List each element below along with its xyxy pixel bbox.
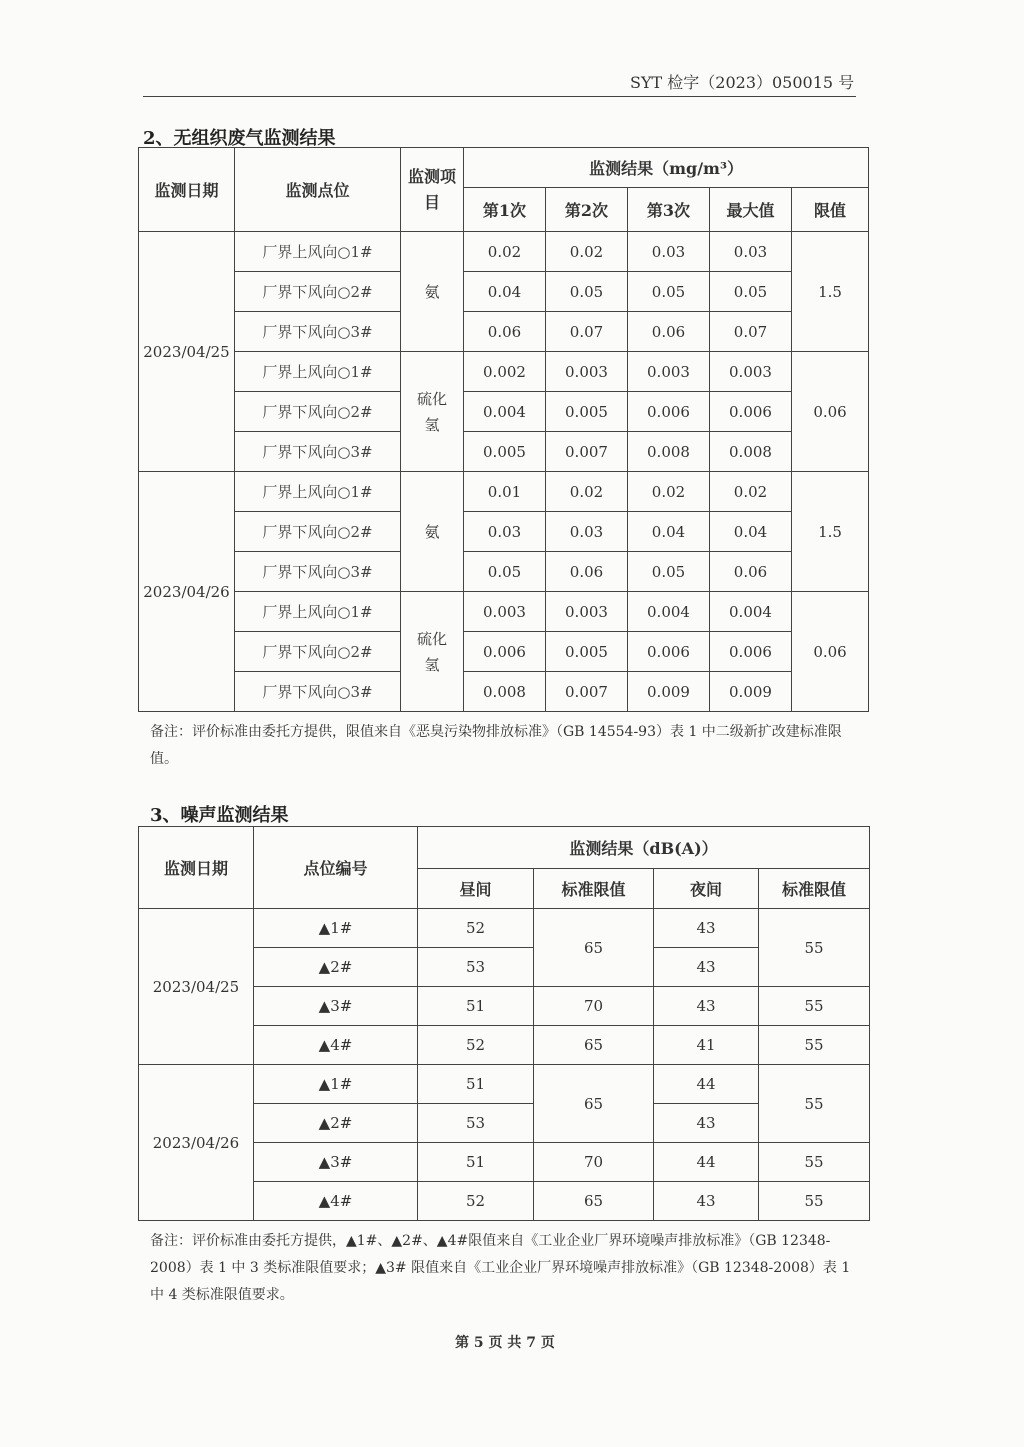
noise-header-day: 昼间 (418, 869, 534, 909)
value-cell: 0.005 (546, 392, 628, 432)
day-cell: 53 (418, 1104, 534, 1143)
day-limit-cell: 65 (534, 1026, 654, 1065)
site-cell: 厂界下风向○2# (235, 512, 401, 552)
table-row (139, 909, 870, 948)
noise-header-point: 点位编号 (254, 827, 418, 909)
date-cell: 2023/04/26 (139, 472, 235, 712)
item-cell: 硫化氢 (401, 352, 464, 472)
night-limit-cell: 55 (759, 1182, 870, 1221)
value-cell: 0.02 (710, 472, 792, 512)
value-cell: 0.02 (464, 232, 546, 272)
section2-note: 备注：评价标准由委托方提供，限值来自《恶臭污染物排放标准》（GB 14554-93）表 1 中二级新扩改建标准限值。 (150, 724, 842, 767)
site-cell: 厂界下风向○3# (235, 552, 401, 592)
table-row (139, 232, 869, 272)
value-cell: 0.006 (628, 392, 710, 432)
value-cell: 0.006 (628, 632, 710, 672)
table-row (139, 672, 869, 712)
value-cell: 0.02 (546, 232, 628, 272)
site-cell: 厂界上风向○1# (235, 232, 401, 272)
value-cell: 0.07 (710, 312, 792, 352)
value-cell: 0.003 (628, 352, 710, 392)
site-cell: 厂界下风向○3# (235, 312, 401, 352)
limit-cell: 0.06 (792, 352, 869, 472)
table-row (139, 272, 869, 312)
table-row (139, 592, 869, 632)
date-cell: 2023/04/26 (139, 1065, 254, 1221)
night-limit-cell: 55 (759, 1065, 870, 1143)
value-cell: 0.003 (546, 592, 628, 632)
value-cell: 0.009 (710, 672, 792, 712)
value-cell: 0.03 (546, 512, 628, 552)
report-code: SYT 检字（2023）050015 号 (630, 73, 855, 92)
table-row (139, 1065, 870, 1104)
noise-header-day-limit: 标准限值 (534, 869, 654, 909)
header-max: 最大值 (710, 188, 792, 232)
table-row (139, 552, 869, 592)
site-cell: 厂界上风向○1# (235, 352, 401, 392)
value-cell: 0.06 (628, 312, 710, 352)
night-cell: 43 (654, 987, 759, 1026)
noise-header-date: 监测日期 (139, 827, 254, 909)
night-cell: 43 (654, 1182, 759, 1221)
header-item: 监测项目 (401, 148, 464, 232)
night-limit-cell: 55 (759, 1143, 870, 1182)
date-cell: 2023/04/25 (139, 232, 235, 472)
value-cell: 0.003 (546, 352, 628, 392)
day-limit-cell: 65 (534, 909, 654, 987)
value-cell: 0.02 (546, 472, 628, 512)
value-cell: 0.03 (710, 232, 792, 272)
value-cell: 0.007 (546, 432, 628, 472)
waste-gas-table (138, 147, 869, 712)
value-cell: 0.006 (710, 632, 792, 672)
night-limit-cell: 55 (759, 1026, 870, 1065)
table-row (139, 392, 869, 432)
value-cell: 0.05 (710, 272, 792, 312)
day-cell: 52 (418, 1182, 534, 1221)
value-cell: 0.04 (628, 512, 710, 552)
header-r1: 第1次 (464, 188, 546, 232)
table-row (139, 352, 869, 392)
value-cell: 0.05 (628, 272, 710, 312)
value-cell: 0.008 (710, 432, 792, 472)
point-cell: ▲1# (254, 1065, 418, 1104)
item-cell: 氨 (401, 232, 464, 352)
night-cell: 43 (654, 1104, 759, 1143)
value-cell: 0.02 (628, 472, 710, 512)
point-cell: ▲1# (254, 909, 418, 948)
site-cell: 厂界下风向○2# (235, 392, 401, 432)
value-cell: 0.003 (464, 592, 546, 632)
point-cell: ▲3# (254, 987, 418, 1026)
point-cell: ▲3# (254, 1143, 418, 1182)
point-cell: ▲4# (254, 1026, 418, 1065)
noise-header-night-limit: 标准限值 (759, 869, 870, 909)
noise-table (138, 826, 870, 1221)
header-r2: 第2次 (546, 188, 628, 232)
value-cell: 0.002 (464, 352, 546, 392)
site-cell: 厂界下风向○3# (235, 672, 401, 712)
day-cell: 51 (418, 987, 534, 1026)
night-cell: 43 (654, 948, 759, 987)
header-site: 监测点位 (235, 148, 401, 232)
page-number: 第 5 页 共 7 页 (455, 1335, 555, 1351)
site-cell: 厂界下风向○3# (235, 432, 401, 472)
section2-title: 2、无组织废气监测结果 (143, 128, 336, 149)
value-cell: 0.04 (710, 512, 792, 552)
value-cell: 0.005 (546, 632, 628, 672)
value-cell: 0.05 (546, 272, 628, 312)
date-cell: 2023/04/25 (139, 909, 254, 1065)
point-cell: ▲2# (254, 948, 418, 987)
value-cell: 0.01 (464, 472, 546, 512)
day-cell: 51 (418, 1065, 534, 1104)
value-cell: 0.07 (546, 312, 628, 352)
value-cell: 0.003 (710, 352, 792, 392)
stamp-mark (1000, 570, 1024, 770)
value-cell: 0.004 (710, 592, 792, 632)
noise-header-night: 夜间 (654, 869, 759, 909)
night-limit-cell: 55 (759, 987, 870, 1026)
table-row (139, 432, 869, 472)
day-cell: 52 (418, 1026, 534, 1065)
limit-cell: 1.5 (792, 232, 869, 352)
section3-note: 备注：评价标准由委托方提供，▲1#、▲2#、▲4#限值来自《工业企业厂界环境噪声排放标准》（GB 12348-2008）表 1 中 3 类标准限值要求；▲3# 限值来自《工业企业厂界环境噪声排放标准》（GB 12348-2008）表 1 中 4 类标准限值要求。 (150, 1233, 851, 1303)
night-cell: 44 (654, 1143, 759, 1182)
value-cell: 0.004 (464, 392, 546, 432)
item-cell: 硫化氢 (401, 592, 464, 712)
night-cell: 43 (654, 909, 759, 948)
value-cell: 0.008 (628, 432, 710, 472)
value-cell: 0.006 (710, 392, 792, 432)
value-cell: 0.007 (546, 672, 628, 712)
header-divider (143, 96, 856, 97)
value-cell: 0.006 (464, 632, 546, 672)
day-cell: 51 (418, 1143, 534, 1182)
header-results: 监测结果（mg/m³） (464, 148, 869, 188)
night-cell: 41 (654, 1026, 759, 1065)
header-r3: 第3次 (628, 188, 710, 232)
item-cell: 氨 (401, 472, 464, 592)
limit-cell: 0.06 (792, 592, 869, 712)
noise-header-results: 监测结果（dB(A)） (418, 827, 870, 869)
day-cell: 52 (418, 909, 534, 948)
table-row (139, 512, 869, 552)
day-limit-cell: 65 (534, 1182, 654, 1221)
point-cell: ▲4# (254, 1182, 418, 1221)
table-row (139, 312, 869, 352)
site-cell: 厂界下风向○2# (235, 632, 401, 672)
table-row (139, 472, 869, 512)
day-limit-cell: 65 (534, 1065, 654, 1143)
site-cell: 厂界下风向○2# (235, 272, 401, 312)
day-limit-cell: 70 (534, 1143, 654, 1182)
value-cell: 0.009 (628, 672, 710, 712)
day-cell: 53 (418, 948, 534, 987)
point-cell: ▲2# (254, 1104, 418, 1143)
value-cell: 0.06 (710, 552, 792, 592)
value-cell: 0.05 (628, 552, 710, 592)
value-cell: 0.05 (464, 552, 546, 592)
value-cell: 0.06 (464, 312, 546, 352)
header-limit: 限值 (792, 188, 869, 232)
night-cell: 44 (654, 1065, 759, 1104)
table-row (139, 632, 869, 672)
value-cell: 0.03 (628, 232, 710, 272)
value-cell: 0.004 (628, 592, 710, 632)
limit-cell: 1.5 (792, 472, 869, 592)
value-cell: 0.03 (464, 512, 546, 552)
value-cell: 0.04 (464, 272, 546, 312)
section3-title: 3、噪声监测结果 (150, 805, 289, 826)
value-cell: 0.008 (464, 672, 546, 712)
value-cell: 0.06 (546, 552, 628, 592)
day-limit-cell: 70 (534, 987, 654, 1026)
night-limit-cell: 55 (759, 909, 870, 987)
header-date: 监测日期 (139, 148, 235, 232)
site-cell: 厂界上风向○1# (235, 592, 401, 632)
site-cell: 厂界上风向○1# (235, 472, 401, 512)
value-cell: 0.005 (464, 432, 546, 472)
